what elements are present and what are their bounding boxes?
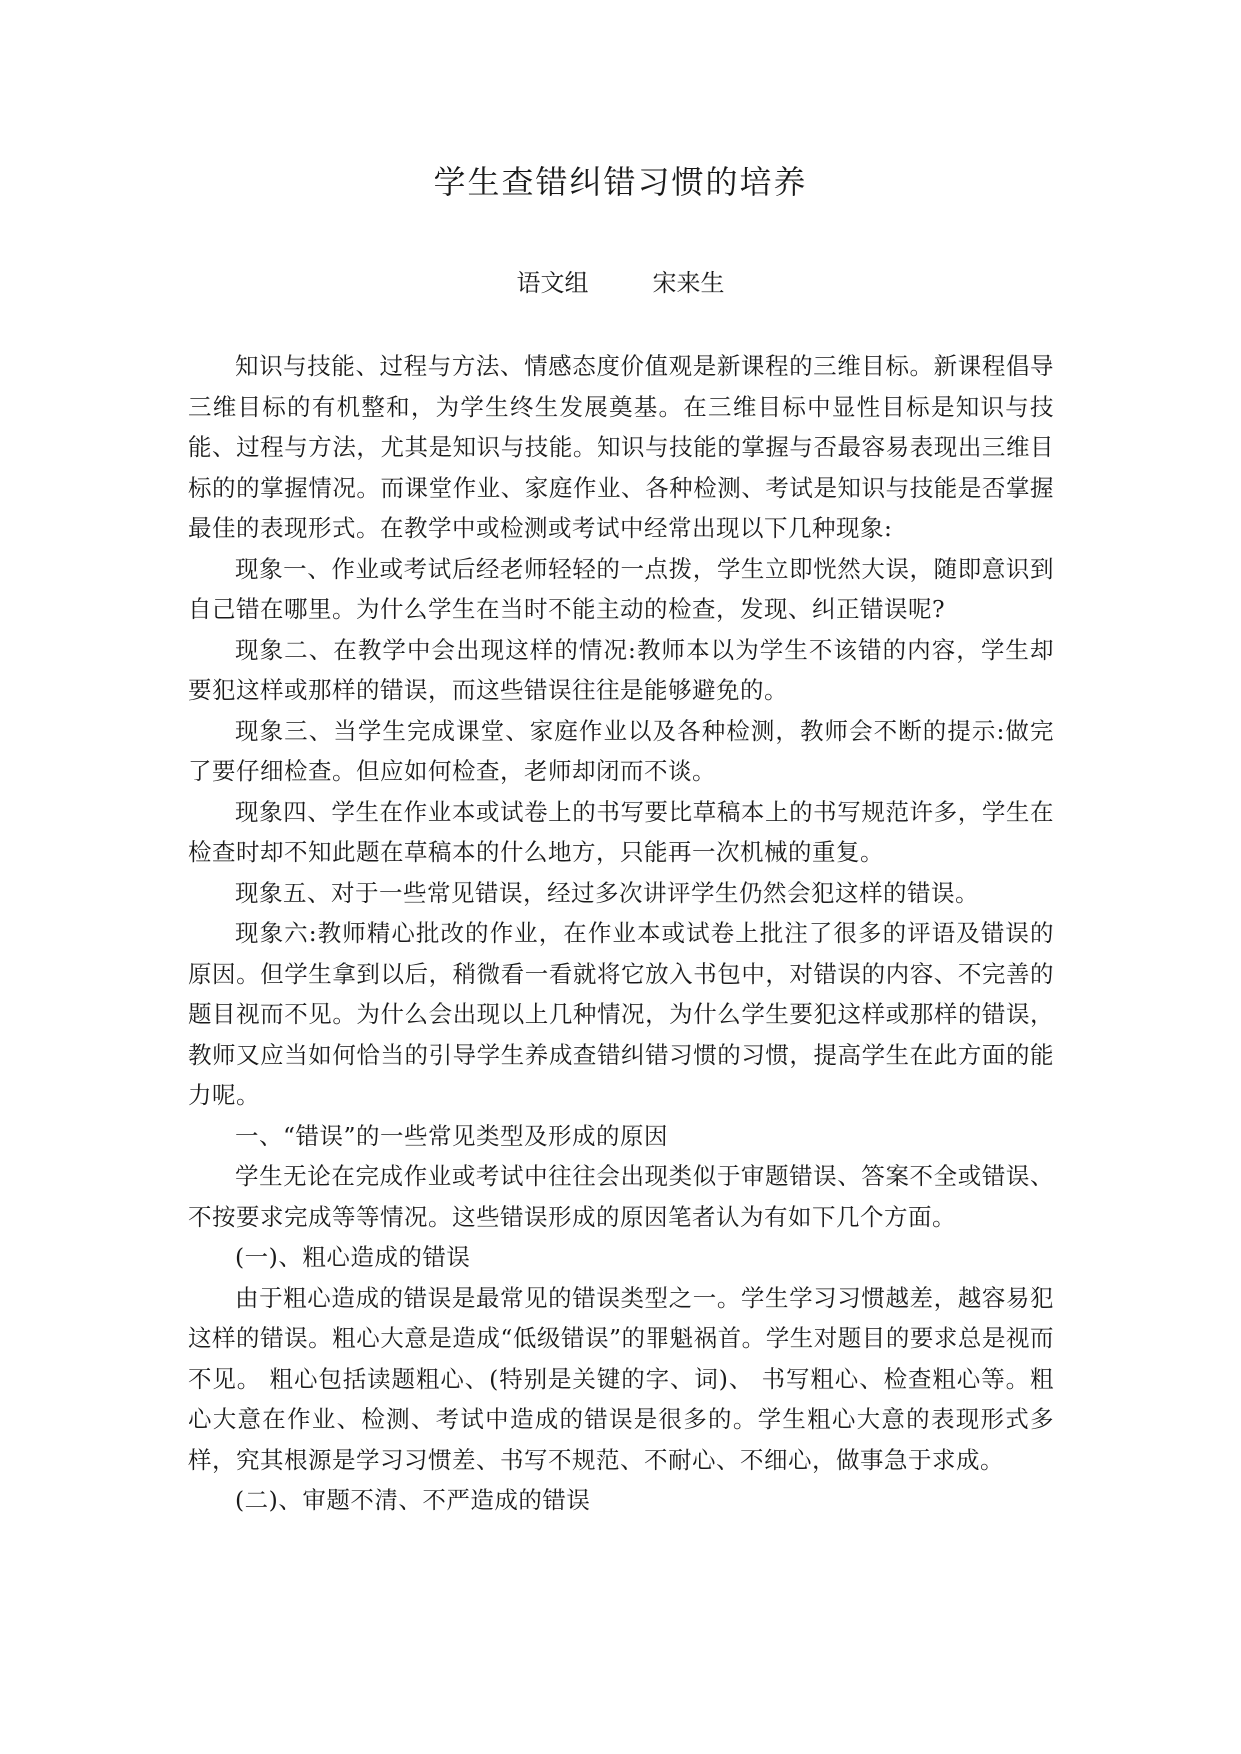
- subsection-1-heading: (一)、粗心造成的错误: [235, 1243, 471, 1271]
- subsection-2-heading: (二)、审题不清、不严造成的错误: [235, 1486, 591, 1514]
- phenomenon-3-paragraph: 现象三、当学生完成课堂、家庭作业以及各种检测，教师会不断的提示:做完了要仔细检查。但应如何检查，老师却闭而不谈。: [188, 716, 1054, 785]
- intro-paragraph: 知识与技能、过程与方法、情感态度价值观是新课程的三维目标。新课程倡导三维目标的有机整和，为学生终生发展奠基。在三维目标中显性目标是知识与技能、过程与方法，尤其是知识与技能。知识与技能的掌握与否最容易表现出三维目标的的掌握情况。而课堂作业、家庭作业、各种检测、考试是知识与技能是否掌握最佳的表现形式。在教学中或检测或考试中经常出现以下几种现象:: [188, 352, 1054, 542]
- section-1-paragraph: 学生无论在完成作业或考试中往往会出现类似于审题错误、答案不全或错误、不按要求完成等等情况。这些错误形成的原因笔者认为有如下几个方面。: [188, 1162, 1054, 1231]
- section-1-heading: 一、“错误”的一些常见类型及形成的原因: [235, 1121, 669, 1150]
- phenomenon-6-paragraph: 现象六:教师精心批改的作业，在作业本或试卷上批注了很多的评语及错误的原因。但学生拿到以后，稍微看一看就将它放入书包中，对错误的内容、不完善的题目视而不见。为什么会出现以上几种情况，为什么学生要犯这样或那样的错误，教师又应当如何恰当的引导学生养成查错纠错习惯的习惯，提高学生在此方面的能力呢。: [188, 919, 1054, 1109]
- phenomenon-1-paragraph: 现象一、作业或考试后经老师轻轻的一点拨，学生立即恍然大误，随即意识到自己错在哪里。为什么学生在当时不能主动的检查，发现、纠正错误呢?: [188, 554, 1054, 623]
- phenomenon-5-paragraph: 现象五、对于一些常见错误，经过多次讲评学生仍然会犯这样的错误。: [235, 878, 979, 907]
- author-group: 语文组: [516, 269, 589, 297]
- subsection-1-paragraph: 由于粗心造成的错误是最常见的错误类型之一。学生学习习惯越差，越容易犯这样的错误。粗心大意是造成“低级错误”的罪魁祸首。学生对题目的要求总是视而不见。 粗心包括读题粗心、(特别是关键的字、词)、 书写粗心、检查粗心等。粗心大意在作业、检测、考试中造成的错误是很多的。学生粗心大意的表现形式多样，究其根源是学习习惯差、书写不规范、不耐心、不细心，做事急于求成。: [188, 1283, 1054, 1474]
- document-body: [188, 346, 1054, 1521]
- author-name: 宋来生: [652, 269, 725, 297]
- document-title: 学生查错纠错习惯的培养: [433, 163, 808, 201]
- phenomenon-2-paragraph: 现象二、在教学中会出现这样的情况:教师本以为学生不该错的内容，学生却要犯这样或那样的错误，而这些错误往往是能够避免的。: [188, 635, 1054, 704]
- phenomenon-4-paragraph: 现象四、学生在作业本或试卷上的书写要比草稿本上的书写规范许多，学生在检查时却不知此题在草稿本的什么地方，只能再一次机械的重复。: [188, 797, 1054, 866]
- byline: [0, 266, 1241, 300]
